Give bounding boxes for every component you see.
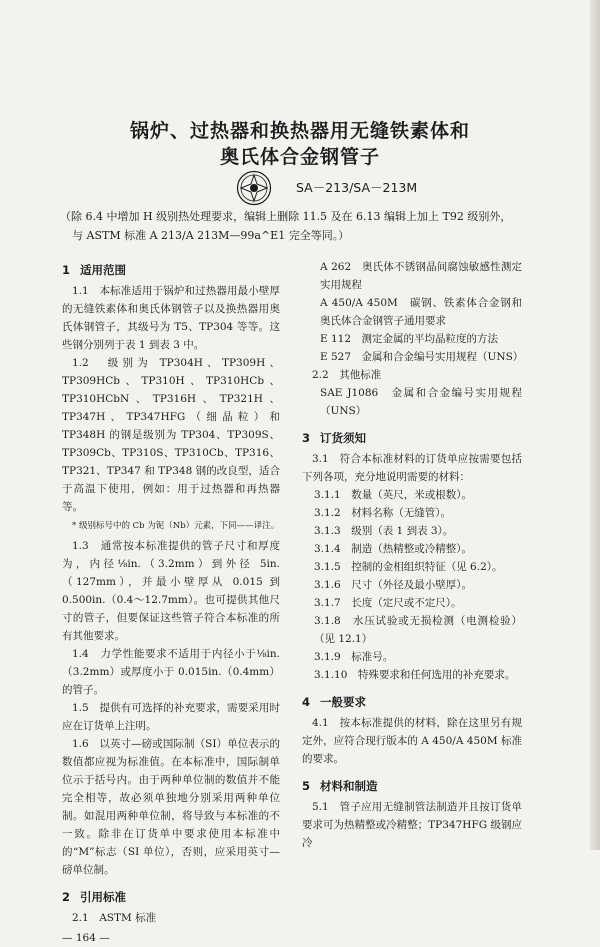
paragraph-1-1: 1.1 本标准适用于锅炉和过热器用最小壁厚的无缝铁素体和奥氏体钢管子以及换热器用奥氏体钢管子，其级号为 T5、TP304 等等。这些钢分别列于表 1 到表 3 中。: [62, 285, 280, 351]
order-item: 3.1.8 水压试验或无损检测（电测检验）（见 12.1）: [314, 615, 522, 645]
paragraph-3-1: 3.1 符合本标准材料的订货单应按需要包括下列各项，充分地说明需要的材料：: [302, 453, 522, 483]
document-title-line-2: 奥氏体合金钢管子: [219, 146, 380, 168]
reference-e527: E 527 金属和合金编号实用规程（UNS）: [320, 351, 524, 363]
section-heading-2: 2 引用标准: [62, 890, 126, 904]
reference-a450: A 450/A 450M 碳钢、铁素体合金钢和奥氏体合金钢管子通用要求: [320, 297, 522, 327]
section-heading-5: 5 材料和制造: [302, 779, 378, 793]
paragraph-2-1: 2.1 ASTM 标准: [72, 912, 157, 924]
paragraph-1-4: 1.4 力学性能要求不适用于内径小于⅛in.（3.2mm）或厚度小于 0.015in.（0.4mm）的管子。: [62, 648, 280, 696]
order-item: 3.1.5 控制的金相组织特征（见 6.2）。: [314, 561, 503, 573]
scope-note-line-1: （除 6.4 中增加 H 级别热处理要求，编辑上删除 11.5 及在 6.13 编辑上加上 T92 级别外，: [60, 210, 512, 223]
paragraph-1-5: 1.5 提供有可选择的补充要求，需要采用时应在订货单上注明。: [62, 702, 280, 732]
reference-sae-j1086: SAE J1086 金属和合金编号实用规程（UNS）: [320, 387, 522, 417]
section-heading-4: 4 一般要求: [302, 695, 366, 709]
order-item: 3.1.9 标准号。: [314, 651, 394, 663]
paragraph-5-1: 5.1 管子应用无缝制管法制造并且按订货单要求可为热精整或冷精整；TP347HFG 级钢应冷: [302, 801, 522, 849]
paragraph-2-2: 2.2 其他标准: [312, 369, 382, 381]
paragraph-1-2: 1.2 级别为 TP304H、TP309H、TP309HCb、TP310H、TP310HCb、TP310HCbN、TP316H、TP321H、TP347H、TP347HFG（细晶粒）和 TP348H 的钢是级别为 TP304、TP309S、TP309Cb、TP310S、TP310Cb、TP316、TP321、TP347 和 TP348 钢的改良型，适合于高温下使用，例如：用于过热器和再热器等。: [62, 357, 280, 513]
scope-note-line-2: 与 ASTM 标准 A 213/A 213M—99a^E1 完全等同。）: [72, 229, 350, 242]
paragraph-4-1: 4.1 按本标准提供的材料，除在这里另有规定外，应符合现行版本的 A 450/A 450M 标准的要求。: [302, 717, 522, 765]
document-title-line-1: 锅炉、过热器和换热器用无缝铁素体和: [129, 120, 470, 142]
left-column: [62, 258, 280, 947]
order-item: 3.1.6 尺寸（外径及最小壁厚）。: [314, 579, 472, 591]
page-number: — 164 —: [62, 932, 110, 944]
footnote: * 级别标号中的 Cb 为铌（Nb）元素，下同——译注。: [72, 521, 280, 531]
section-heading-3: 3 订货须知: [302, 431, 366, 445]
paragraph-1-3: 1.3 通常按本标准提供的管子尺寸和厚度为，内径⅛in.（3.2mm）到外径 5in.（127mm），并最小壁厚从 0.015 到 0.500in.（0.4～12.7mm）。也可提供其他尺寸的管子，但要保证这些管子符合本标准的所有其他要求。: [62, 540, 280, 642]
reference-a262: A 262 奥氏体不锈钢晶间腐蚀敏感性测定实用规程: [320, 261, 522, 291]
order-item: 3.1.2 材料名称（无缝管）。: [314, 507, 451, 519]
paragraph-1-6: 1.6 以英寸—磅或国际制（SI）单位表示的数值都应视为标准值。在本标准中，国际制单位示于括号内。由于两种单位制的数值并不能完全相等，故必须单独地分别采用两种单位制。如混用两种单位制，将导致与本标准的不一致。除非在订货单中要求使用本标准中的“M”标志（SI 单位），否则，应采用英寸—磅单位制。: [62, 738, 280, 876]
standard-designation: SA－213/SA－213M: [296, 180, 418, 195]
right-column: [302, 258, 522, 852]
order-item: 3.1.3 级别（表 1 到表 3）。: [314, 525, 454, 537]
order-item: 3.1.10 特殊要求和任何选用的补充要求。: [314, 669, 516, 681]
order-item: 3.1.1 数量（英尺，米或根数）。: [314, 489, 472, 501]
asme-logo: [236, 170, 272, 206]
order-item: 3.1.7 长度（定尺或不定尺）。: [314, 597, 462, 609]
reference-e112: E 112 测定金属的平均晶粒度的方法: [320, 333, 499, 345]
order-item: 3.1.4 制造（热精整或冷精整）。: [314, 543, 472, 555]
section-heading-1: 1 适用范围: [62, 263, 126, 277]
